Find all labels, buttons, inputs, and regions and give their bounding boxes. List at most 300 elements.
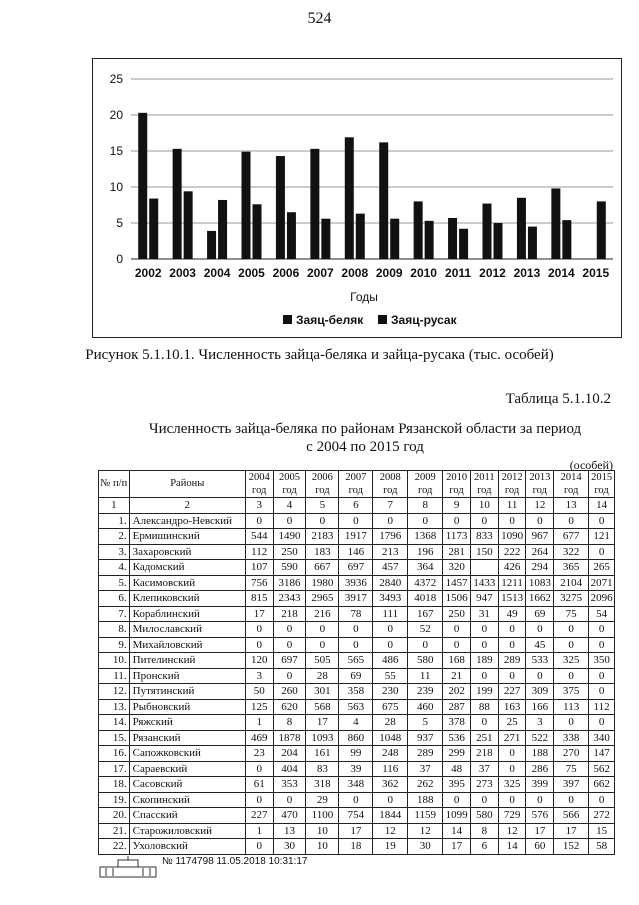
value-cell: 0	[498, 637, 526, 653]
value-cell: 121	[589, 529, 615, 545]
value-cell: 0	[443, 792, 471, 808]
value-cell: 0	[470, 513, 498, 529]
value-cell: 0	[554, 637, 589, 653]
value-cell: 4	[339, 715, 373, 731]
value-cell: 522	[526, 730, 554, 746]
table-row	[99, 529, 615, 545]
row-number: 7.	[99, 606, 130, 622]
value-cell: 937	[408, 730, 443, 746]
table-row	[99, 575, 615, 591]
table-row	[99, 622, 615, 638]
row-number: 18.	[99, 777, 130, 793]
value-cell: 50	[245, 684, 273, 700]
row-number: 6.	[99, 591, 130, 607]
value-cell: 60	[526, 839, 554, 855]
value-cell: 460	[408, 699, 443, 715]
value-cell: 536	[443, 730, 471, 746]
value-cell: 0	[306, 622, 339, 638]
header-year: 2006 год	[306, 471, 339, 498]
data-table	[98, 470, 615, 855]
column-number: 10	[470, 498, 498, 514]
building-stamp-icon	[98, 855, 158, 879]
value-cell: 568	[306, 699, 339, 715]
bar-belyak	[207, 231, 216, 259]
value-cell: 78	[339, 606, 373, 622]
value-cell: 10	[306, 839, 339, 855]
value-cell: 273	[470, 777, 498, 793]
value-cell: 199	[470, 684, 498, 700]
region-name: Рыбновский	[129, 699, 245, 715]
value-cell: 301	[306, 684, 339, 700]
region-name: Ухоловский	[129, 839, 245, 855]
value-cell: 1048	[373, 730, 408, 746]
row-number: 12.	[99, 684, 130, 700]
value-cell: 3186	[273, 575, 306, 591]
value-cell: 107	[245, 560, 273, 576]
table-row	[99, 544, 615, 560]
value-cell: 196	[408, 544, 443, 560]
value-cell: 13	[273, 823, 306, 839]
row-number: 1.	[99, 513, 130, 529]
bar-belyak	[173, 149, 182, 259]
value-cell: 1	[245, 715, 273, 731]
value-cell: 667	[306, 560, 339, 576]
value-cell: 0	[498, 792, 526, 808]
value-cell: 204	[273, 746, 306, 762]
x-tick-label: 2007	[307, 266, 334, 280]
value-cell: 0	[245, 792, 273, 808]
value-cell: 37	[408, 761, 443, 777]
region-name: Захаровский	[129, 544, 245, 560]
table-row	[99, 591, 615, 607]
row-number: 19.	[99, 792, 130, 808]
table-row	[99, 839, 615, 855]
value-cell: 457	[373, 560, 408, 576]
value-cell: 566	[554, 808, 589, 824]
value-cell: 365	[554, 560, 589, 576]
value-cell: 111	[373, 606, 408, 622]
value-cell: 18	[339, 839, 373, 855]
header-year: 2011 год	[470, 471, 498, 498]
column-number: 13	[554, 498, 589, 514]
value-cell: 120	[245, 653, 273, 669]
header-number: № п/п	[99, 471, 130, 498]
value-cell: 0	[339, 637, 373, 653]
value-cell: 815	[245, 591, 273, 607]
value-cell: 0	[306, 513, 339, 529]
value-cell: 1796	[373, 529, 408, 545]
value-cell: 25	[498, 715, 526, 731]
value-cell: 166	[526, 699, 554, 715]
value-cell: 0	[554, 622, 589, 638]
value-cell: 11	[408, 668, 443, 684]
region-name: Михайловский	[129, 637, 245, 653]
table-row	[99, 513, 615, 529]
value-cell: 1173	[443, 529, 471, 545]
value-cell: 125	[245, 699, 273, 715]
row-number: 10.	[99, 653, 130, 669]
column-number: 3	[245, 498, 273, 514]
value-cell: 37	[470, 761, 498, 777]
column-number: 2	[129, 498, 245, 514]
x-tick-label: 2002	[134, 266, 162, 280]
bar-rusak	[425, 221, 434, 259]
column-number: 6	[339, 498, 373, 514]
value-cell: 289	[408, 746, 443, 762]
value-cell: 0	[273, 637, 306, 653]
header-region: Районы	[129, 471, 245, 498]
value-cell: 0	[470, 668, 498, 684]
value-cell: 48	[443, 761, 471, 777]
value-cell: 754	[339, 808, 373, 824]
legend-swatch	[283, 315, 292, 324]
value-cell: 375	[554, 684, 589, 700]
units-label: (особей)	[569, 458, 613, 472]
column-number-row	[99, 498, 615, 514]
value-cell: 5	[408, 715, 443, 731]
value-cell: 10	[306, 823, 339, 839]
value-cell: 0	[373, 792, 408, 808]
bar-belyak	[483, 204, 492, 259]
value-cell: 470	[273, 808, 306, 824]
row-number: 20.	[99, 808, 130, 824]
value-cell: 1490	[273, 529, 306, 545]
value-cell: 3275	[554, 591, 589, 607]
value-cell: 75	[554, 606, 589, 622]
chart-frame	[92, 58, 622, 338]
value-cell: 505	[306, 653, 339, 669]
table-header-row	[99, 471, 615, 498]
value-cell: 565	[339, 653, 373, 669]
value-cell: 0	[589, 513, 615, 529]
value-cell: 0	[339, 622, 373, 638]
table-row	[99, 730, 615, 746]
value-cell: 3493	[373, 591, 408, 607]
bar-rusak	[356, 214, 365, 259]
x-tick-label: 2009	[375, 266, 403, 280]
value-cell: 0	[273, 668, 306, 684]
bar-rusak	[253, 204, 262, 259]
value-cell: 756	[245, 575, 273, 591]
value-cell: 1093	[306, 730, 339, 746]
table-row	[99, 823, 615, 839]
y-tick-label: 15	[109, 144, 123, 158]
value-cell: 320	[443, 560, 471, 576]
value-cell: 2840	[373, 575, 408, 591]
x-tick-label: 2006	[272, 266, 300, 280]
column-number: 5	[306, 498, 339, 514]
bar-rusak	[562, 220, 571, 259]
value-cell: 1159	[408, 808, 443, 824]
value-cell: 544	[245, 529, 273, 545]
value-cell: 0	[273, 513, 306, 529]
value-cell: 1090	[498, 529, 526, 545]
column-number: 7	[373, 498, 408, 514]
value-cell: 2104	[554, 575, 589, 591]
value-cell: 0	[498, 761, 526, 777]
row-number: 16.	[99, 746, 130, 762]
value-cell: 112	[589, 699, 615, 715]
value-cell: 0	[443, 637, 471, 653]
column-number: 11	[498, 498, 526, 514]
header-year: 2010 год	[443, 471, 471, 498]
table-row	[99, 637, 615, 653]
value-cell: 31	[470, 606, 498, 622]
region-name: Сапожковский	[129, 746, 245, 762]
value-cell: 6	[470, 839, 498, 855]
value-cell: 289	[498, 653, 526, 669]
value-cell: 19	[373, 839, 408, 855]
value-cell: 0	[273, 792, 306, 808]
column-number: 1	[99, 498, 130, 514]
region-name: Кадомский	[129, 560, 245, 576]
value-cell: 294	[526, 560, 554, 576]
header-year: 2005 год	[273, 471, 306, 498]
value-cell: 364	[408, 560, 443, 576]
value-cell: 271	[498, 730, 526, 746]
value-cell: 250	[273, 544, 306, 560]
x-axis-label: Годы	[350, 290, 378, 304]
value-cell: 147	[589, 746, 615, 762]
value-cell: 0	[589, 792, 615, 808]
value-cell: 75	[554, 761, 589, 777]
value-cell: 183	[306, 544, 339, 560]
column-number: 14	[589, 498, 615, 514]
value-cell: 281	[443, 544, 471, 560]
table-row	[99, 653, 615, 669]
region-name: Александро-Невский	[129, 513, 245, 529]
value-cell: 0	[470, 792, 498, 808]
value-cell: 1513	[498, 591, 526, 607]
row-number: 17.	[99, 761, 130, 777]
value-cell: 21	[443, 668, 471, 684]
x-tick-label: 2003	[169, 266, 196, 280]
value-cell: 17	[245, 606, 273, 622]
value-cell: 0	[373, 622, 408, 638]
value-cell: 469	[245, 730, 273, 746]
value-cell: 563	[339, 699, 373, 715]
value-cell: 52	[408, 622, 443, 638]
value-cell: 697	[273, 653, 306, 669]
value-cell: 30	[408, 839, 443, 855]
value-cell: 69	[339, 668, 373, 684]
value-cell: 0	[245, 761, 273, 777]
region-name: Пронский	[129, 668, 245, 684]
row-number: 22.	[99, 839, 130, 855]
value-cell: 168	[443, 653, 471, 669]
bar-belyak	[242, 152, 251, 259]
value-cell: 2071	[590, 576, 613, 589]
y-tick-label: 0	[116, 252, 123, 266]
value-cell: 0	[443, 622, 471, 638]
region-name: Милославский	[129, 622, 245, 638]
bar-chart	[93, 59, 621, 337]
y-tick-label: 25	[109, 72, 123, 86]
value-cell: 3	[526, 715, 554, 731]
value-cell: 99	[339, 746, 373, 762]
value-cell: 358	[339, 684, 373, 700]
value-cell: 15	[589, 823, 615, 839]
value-cell: 0	[273, 622, 306, 638]
value-cell: 0	[339, 792, 373, 808]
value-cell: 272	[589, 808, 615, 824]
table-title-line-1: Численность зайца-беляка по районам Рязанской области за период	[148, 421, 582, 437]
value-cell	[470, 560, 498, 576]
figure-caption: Рисунок 5.1.10.1. Численность зайца-беляка и зайца-русака (тыс. особей)	[85, 347, 554, 363]
value-cell: 322	[554, 544, 589, 560]
value-cell: 1844	[373, 808, 408, 824]
value-cell: 0	[498, 746, 526, 762]
value-cell: 61	[245, 777, 273, 793]
bar-rusak	[390, 219, 399, 259]
value-cell: 0	[245, 839, 273, 855]
value-cell: 88	[470, 699, 498, 715]
header-year: 2007 год	[339, 471, 373, 498]
value-cell: 677	[554, 529, 589, 545]
bar-rusak	[184, 191, 193, 259]
value-cell: 150	[470, 544, 498, 560]
region-name: Ермишинский	[129, 529, 245, 545]
value-cell: 353	[273, 777, 306, 793]
value-cell: 69	[526, 606, 554, 622]
value-cell: 0	[408, 513, 443, 529]
value-cell: 0	[408, 637, 443, 653]
header-year: 2015 год	[589, 471, 615, 498]
value-cell: 325	[554, 653, 589, 669]
value-cell: 4372	[408, 575, 443, 591]
header-year: 2014 год	[554, 471, 589, 498]
value-cell: 2343	[273, 591, 306, 607]
value-cell: 202	[443, 684, 471, 700]
value-cell: 299	[443, 746, 471, 762]
value-cell: 0	[526, 792, 554, 808]
value-cell: 8	[470, 823, 498, 839]
value-cell: 116	[373, 761, 408, 777]
table-row	[99, 684, 615, 700]
row-number: 21.	[99, 823, 130, 839]
y-tick-label: 20	[109, 108, 123, 122]
value-cell: 580	[470, 808, 498, 824]
region-name: Спасский	[129, 808, 245, 824]
value-cell: 0	[554, 715, 589, 731]
column-number: 12	[526, 498, 554, 514]
bar-rusak	[287, 212, 296, 259]
value-cell: 189	[470, 653, 498, 669]
bar-belyak	[517, 198, 526, 259]
value-cell: 0	[498, 513, 526, 529]
legend-label: Заяц-русак	[391, 313, 457, 327]
bar-rusak	[459, 229, 468, 259]
bar-rusak	[321, 219, 330, 259]
table-row	[99, 560, 615, 576]
region-name: Скопинский	[129, 792, 245, 808]
value-cell: 213	[373, 544, 408, 560]
table-row	[99, 746, 615, 762]
x-tick-label: 2015	[582, 266, 610, 280]
value-cell: 251	[470, 730, 498, 746]
region-name: Путятинский	[129, 684, 245, 700]
value-cell: 0	[589, 668, 615, 684]
value-cell: 29	[306, 792, 339, 808]
value-cell: 17	[526, 823, 554, 839]
value-cell: 12	[373, 823, 408, 839]
value-cell: 218	[273, 606, 306, 622]
value-cell: 3917	[339, 591, 373, 607]
value-cell: 395	[443, 777, 471, 793]
value-cell: 0	[589, 637, 615, 653]
value-cell: 0	[373, 637, 408, 653]
row-number: 13.	[99, 699, 130, 715]
legend-swatch	[378, 315, 387, 324]
value-cell: 218	[470, 746, 498, 762]
value-cell: 286	[526, 761, 554, 777]
column-number: 4	[273, 498, 306, 514]
value-cell: 1662	[526, 591, 554, 607]
value-cell: 3	[245, 668, 273, 684]
value-cell: 0	[554, 792, 589, 808]
value-cell: 1457	[443, 575, 471, 591]
value-cell: 325	[498, 777, 526, 793]
header-year: 2009 год	[408, 471, 443, 498]
region-name: Сараевский	[129, 761, 245, 777]
region-name: Сасовский	[129, 777, 245, 793]
x-tick-label: 2014	[548, 266, 575, 280]
bar-rusak	[494, 223, 503, 259]
region-name: Ряжский	[129, 715, 245, 731]
column-number: 9	[443, 498, 471, 514]
value-cell: 58	[589, 839, 615, 855]
value-cell: 250	[443, 606, 471, 622]
value-cell: 230	[373, 684, 408, 700]
value-cell: 4018	[408, 591, 443, 607]
x-tick-label: 2012	[479, 266, 506, 280]
value-cell: 348	[339, 777, 373, 793]
value-cell: 239	[408, 684, 443, 700]
value-cell: 0	[470, 622, 498, 638]
value-cell: 248	[373, 746, 408, 762]
value-cell: 0	[526, 668, 554, 684]
value-cell: 0	[470, 715, 498, 731]
value-cell: 12	[408, 823, 443, 839]
value-cell: 222	[498, 544, 526, 560]
column-number: 8	[408, 498, 443, 514]
value-cell: 0	[443, 513, 471, 529]
row-number: 14.	[99, 715, 130, 731]
value-cell: 1368	[408, 529, 443, 545]
y-tick-label: 10	[109, 180, 123, 194]
table-row	[99, 668, 615, 684]
bar-belyak	[138, 113, 147, 259]
table-row	[99, 715, 615, 731]
x-tick-label: 2004	[203, 266, 231, 280]
value-cell: 0	[526, 513, 554, 529]
region-name: Кораблинский	[129, 606, 245, 622]
region-name: Пителинский	[129, 653, 245, 669]
value-cell: 1506	[443, 591, 471, 607]
value-cell: 1980	[306, 575, 339, 591]
value-cell: 17	[443, 839, 471, 855]
bar-rusak	[597, 201, 606, 259]
value-cell: 45	[526, 637, 554, 653]
header-year: 2008 год	[373, 471, 408, 498]
region-name: Касимовский	[129, 575, 245, 591]
value-cell: 426	[498, 560, 526, 576]
bar-belyak	[414, 201, 423, 259]
value-cell: 0	[526, 622, 554, 638]
value-cell: 3936	[339, 575, 373, 591]
x-tick-label: 2008	[341, 266, 369, 280]
value-cell: 161	[306, 746, 339, 762]
